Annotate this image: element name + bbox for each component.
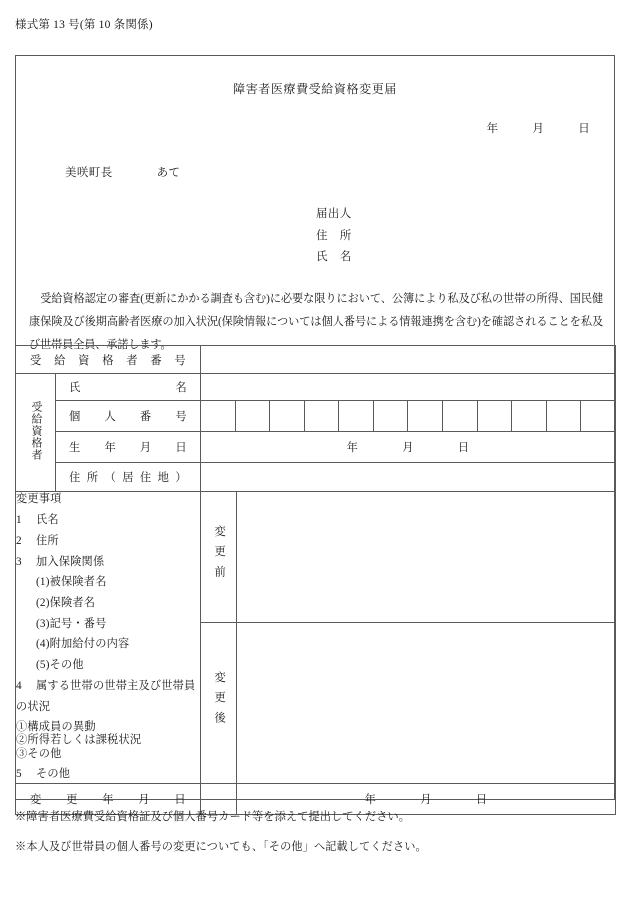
applicant-block <box>316 204 352 269</box>
change-date-month-label: 月 <box>420 794 432 806</box>
change-item-4-1: ①構成員の異動 <box>16 721 96 734</box>
table-row-name <box>16 374 616 401</box>
change-item-4: 4 属する世帯の世帯主及び世帯員 <box>16 679 196 692</box>
change-item-3-2: (2)保険者名 <box>36 596 96 609</box>
recipient-name-label: 氏名 <box>56 374 201 401</box>
change-item-5: 5 その他 <box>16 768 71 781</box>
submission-date-month-label: 月 <box>532 123 545 135</box>
mynumber-boxes <box>201 401 615 431</box>
mynumber-box[interactable] <box>512 401 547 431</box>
recipient-address-label: 住所（居住地） <box>56 463 201 492</box>
change-item-4-3: ③その他 <box>16 747 62 760</box>
recipient-name-input[interactable] <box>201 374 616 401</box>
applicant-name-label: 氏 名 <box>316 251 352 263</box>
mynumber-box[interactable] <box>581 401 615 431</box>
change-item-3: 3 加入保険関係 <box>16 555 105 568</box>
change-item-1: 1 氏名 <box>16 514 59 527</box>
submission-date-line <box>487 120 590 136</box>
recipient-birthdate-label: 生年月日 <box>56 432 201 463</box>
qualification-number-label-cell: 受給資格者番号 <box>16 346 201 374</box>
change-item-4-cont: の状況 <box>16 700 51 713</box>
change-date-day-label: 日 <box>475 794 488 806</box>
consent-text: 受給資格認定の審査(更新にかかる調査も含む)に必要な限りにおいて、公簿により私及び私の世帯の所得、国民健康保険及び後期高齢者医療の加入状況(保険情報については個人番号による情報連携を含む)を確認されることを私及び世帯員全員、承諾します。 <box>29 293 603 351</box>
mynumber-box[interactable] <box>443 401 478 431</box>
mynumber-box[interactable] <box>236 401 271 431</box>
mynumber-box[interactable] <box>201 401 236 431</box>
qualification-number-input[interactable] <box>201 346 616 374</box>
form-number: 様式第 13 号(第 10 条関係) <box>15 19 153 31</box>
mynumber-box[interactable] <box>270 401 305 431</box>
change-date-year-label: 年 <box>364 794 377 806</box>
change-before-label: 変更前 <box>201 492 237 623</box>
change-items-cell <box>16 492 201 784</box>
change-item-3-4: (4)附加給付の内容 <box>36 638 130 651</box>
recipient-birthdate-input[interactable] <box>201 432 616 463</box>
change-item-3-3: (3)記号・番号 <box>36 617 107 630</box>
change-item-3-1: (1)被保険者名 <box>36 576 107 589</box>
form-table <box>15 345 616 815</box>
footnote-2: ※本人及び世帯員の個人番号の変更についても、「その他」へ記載してください。 <box>15 841 427 853</box>
change-item-2: 2 住所 <box>16 534 59 547</box>
table-row-mynumber <box>16 401 616 432</box>
table-row-qualification-number <box>16 346 616 374</box>
submission-date-day-label: 日 <box>578 123 590 135</box>
change-items-heading: 変更事項 <box>16 493 62 506</box>
recipient-mynumber-input[interactable] <box>201 401 616 432</box>
mynumber-box[interactable] <box>547 401 582 431</box>
addressee-suffix: あて <box>156 167 181 179</box>
addressee-name: 美咲町長 <box>65 167 113 179</box>
addressee <box>65 164 180 180</box>
recipient-mynumber-label: 個人番号 <box>56 401 201 432</box>
table-row-address <box>16 463 616 492</box>
change-item-3-5: (5)その他 <box>36 659 84 672</box>
mynumber-box[interactable] <box>374 401 409 431</box>
table-row-change-before <box>16 492 616 623</box>
submission-date-year-label: 年 <box>486 123 499 135</box>
change-date-label: 変更年月日 <box>16 784 201 815</box>
birthdate-day-label: 日 <box>457 442 470 454</box>
applicant-address-label: 住 所 <box>316 229 352 242</box>
recipient-vertical-label: 受給資格者 <box>16 374 56 492</box>
recipient-address-input[interactable] <box>201 463 616 492</box>
footnotes <box>15 808 615 868</box>
footnote-1: ※障害者医療費受給資格証及び個人番号カード等を添えて提出してください。 <box>15 811 411 823</box>
change-after-label: 変更後 <box>201 623 237 784</box>
change-before-input[interactable] <box>237 492 616 623</box>
page-title: 障害者医療費受給資格変更届 <box>233 82 397 96</box>
form-sheet <box>15 55 615 806</box>
mynumber-box[interactable] <box>339 401 374 431</box>
change-item-4-2: ②所得若しくは課税状況 <box>16 734 142 747</box>
mynumber-box[interactable] <box>478 401 513 431</box>
birthdate-month-label: 月 <box>402 442 414 454</box>
birthdate-year-label: 年 <box>346 442 359 454</box>
change-after-input[interactable] <box>237 623 616 784</box>
mynumber-box[interactable] <box>305 401 340 431</box>
applicant-label: 届出人 <box>316 208 352 220</box>
mynumber-box[interactable] <box>408 401 443 431</box>
table-row-birthdate <box>16 432 616 463</box>
